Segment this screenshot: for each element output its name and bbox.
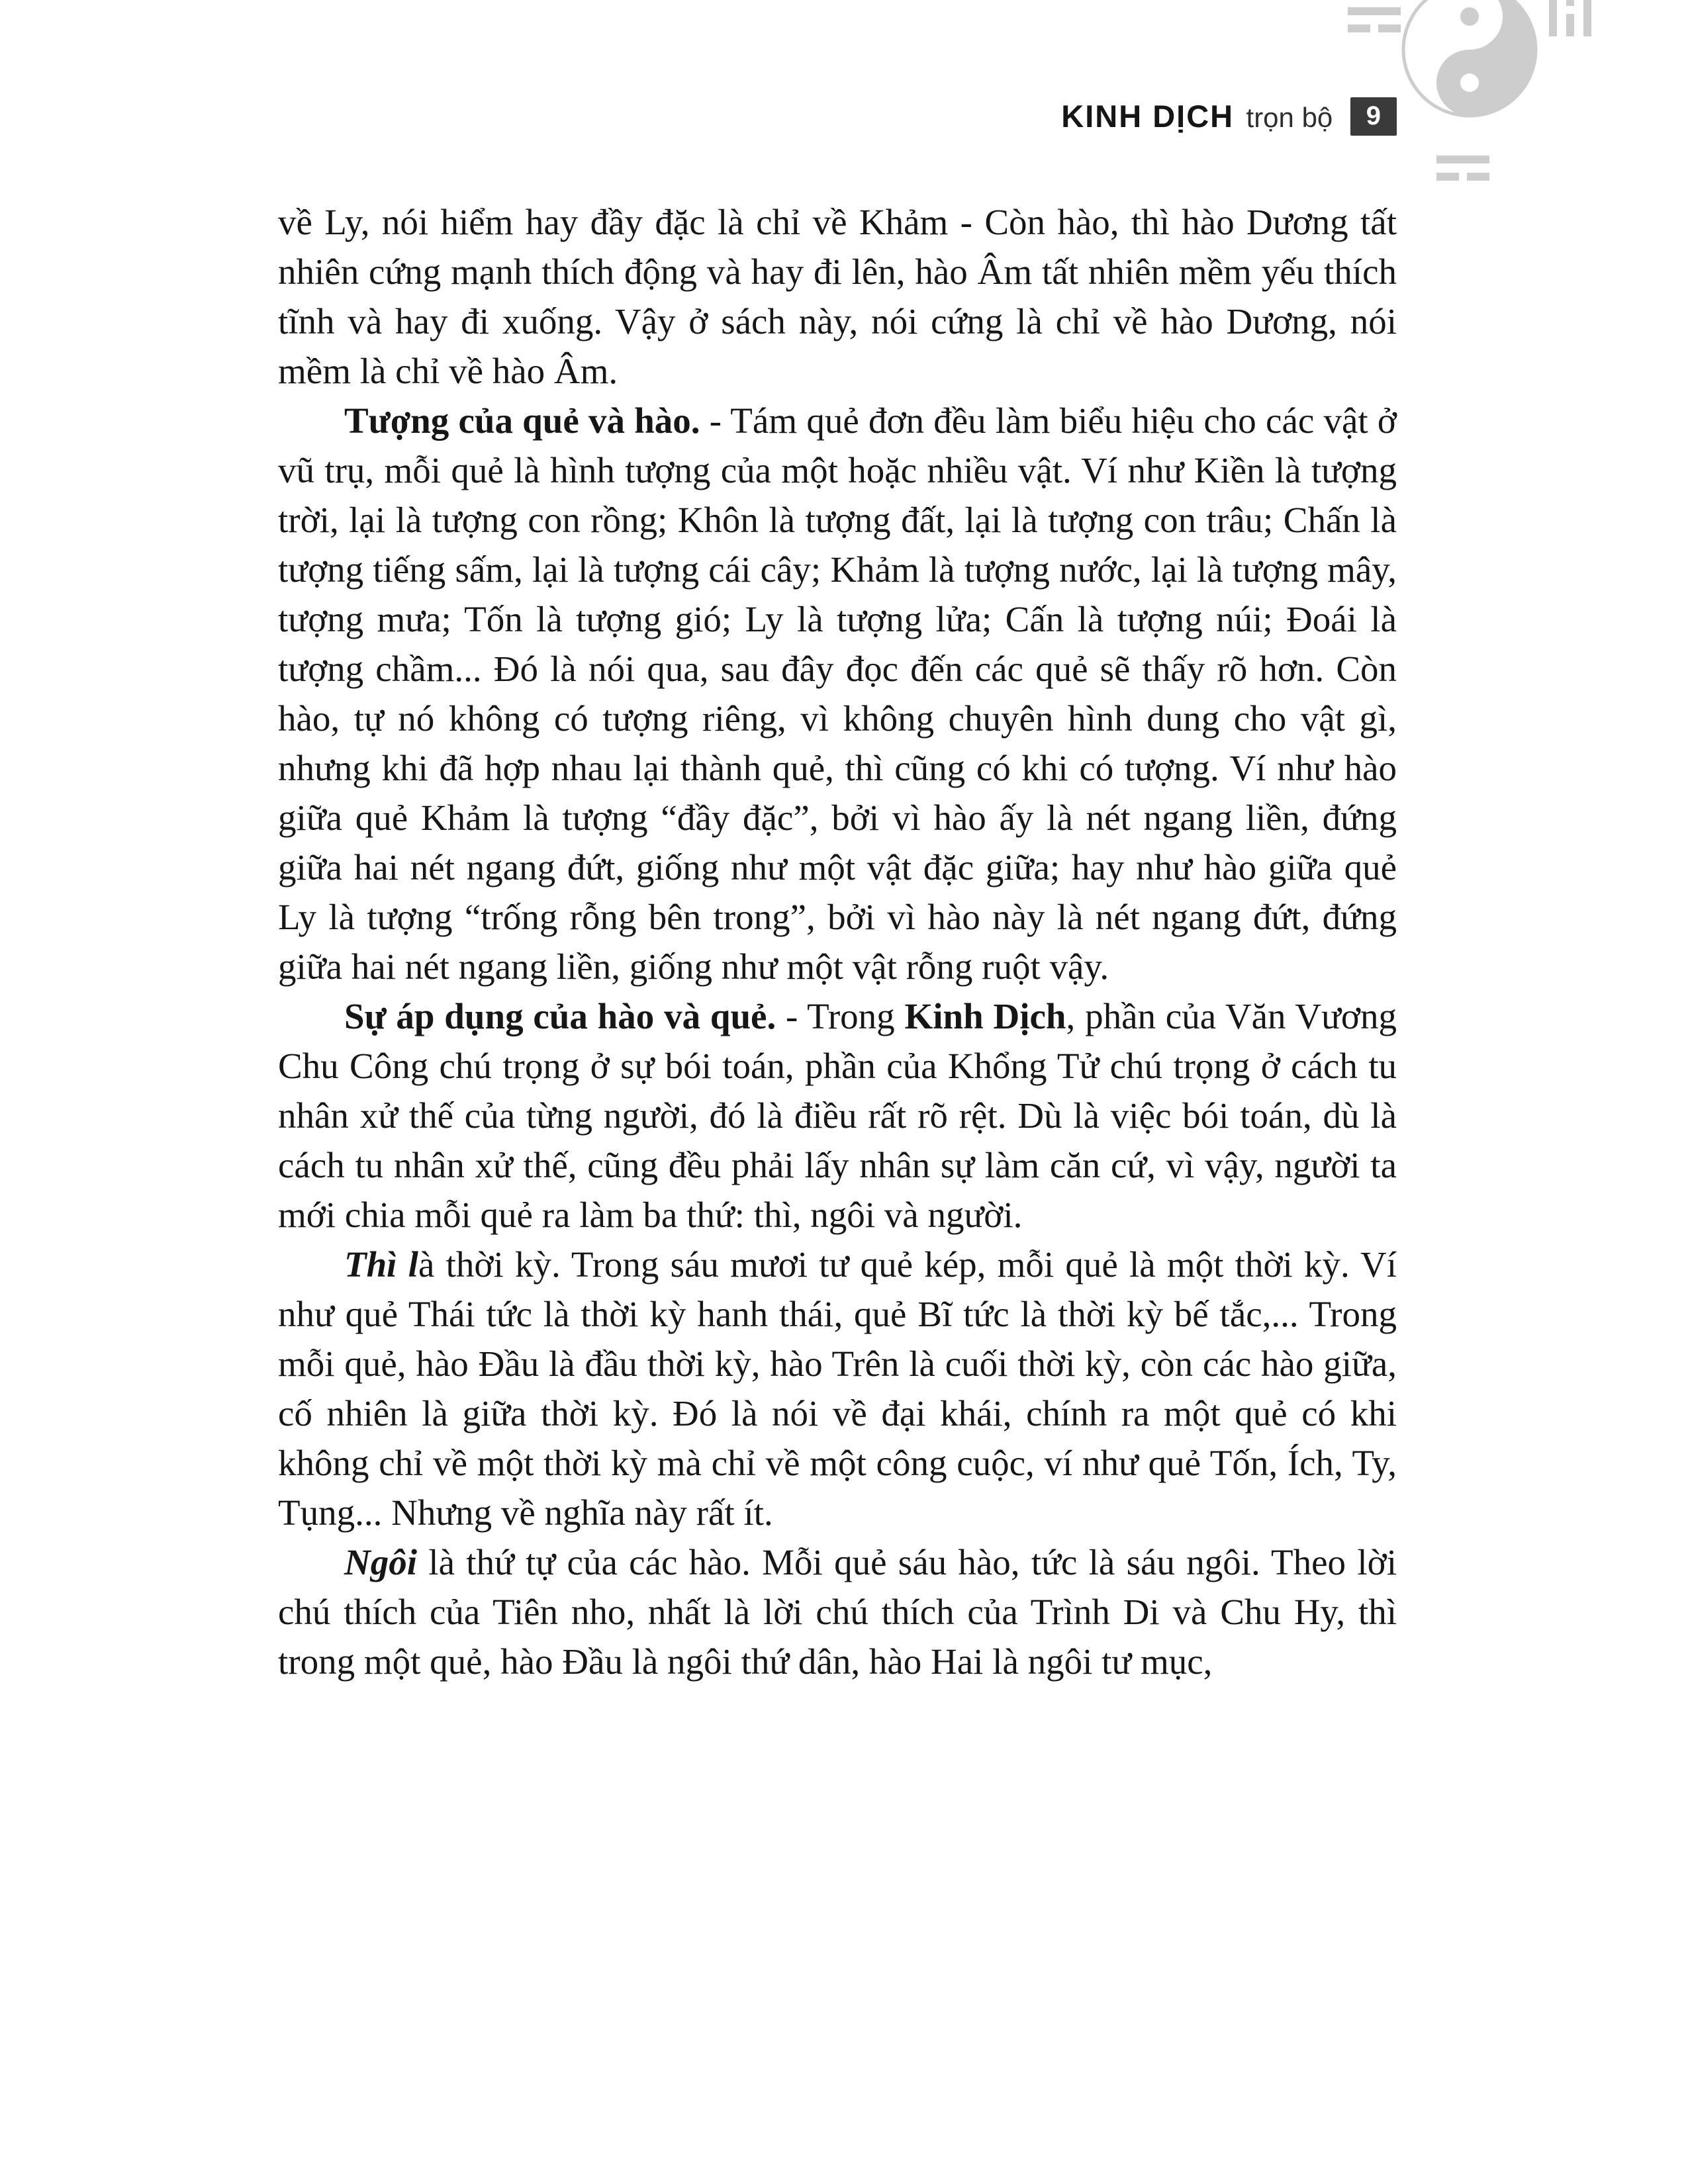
paragraph-text: về Ly, nói hiểm hay đầy đặc là chỉ về Khảm - Còn hào, thì hào Dương tất nhiên cứng mạnh thích động và hay đi lên, hào Âm tất nhiên mềm yếu thích tĩnh và hay đi xuống. Vậy ở sách này, nói cứng là chỉ về hào Dương, nói mềm là chỉ về hào Âm. — [278, 202, 1397, 391]
body-text — [278, 197, 1397, 1686]
paragraph-lead: Ngôi — [344, 1542, 417, 1582]
paragraph-lead: Tượng của quẻ và hào. — [344, 400, 700, 441]
paragraph-tuong-cua-que-va-hao — [278, 396, 1397, 991]
paragraph-text: , phần của Văn Vương Chu Công chú trọng ở sự bói toán, phần của Khổng Tử chú trọng ở cách tu nhân xử thế của từng người, đó là điều rất rõ rệt. Dù là việc bói toán, dù là cách tu nhân xử thế, cũng đều phải lấy nhân sự làm căn cứ, vì vậy, người ta mới chia mỗi quẻ ra làm ba thứ: thì, ngôi và người. — [278, 996, 1397, 1235]
paragraph-ngoi — [278, 1537, 1397, 1686]
paragraph-lead: Sự áp dụng của hào và quẻ. — [344, 996, 776, 1036]
paragraph-text: là thứ tự của các hào. Mỗi quẻ sáu hào, tức là sáu ngôi. Theo lời chú thích của Tiên nho, nhất là lời chú thích của Trình Di và Chu Hy, thì trong một quẻ, hào Đầu là ngôi thứ dân, hào Hai là ngôi tư mục, — [278, 1542, 1397, 1682]
paragraph-text: - Trong — [776, 996, 905, 1036]
paragraph-text: à thời kỳ. Trong sáu mươi tư quẻ kép, mỗi quẻ là một thời kỳ. Ví như quẻ Thái tức là thời kỳ hanh thái, quẻ Bĩ tức là thời kỳ bế tắc,... Trong mỗi quẻ, hào Đầu là đầu thời kỳ, hào Trên là cuối thời kỳ, còn các hào giữa, cố nhiên là giữa thời kỳ. Đó là nói về đại khái, chính ra một quẻ có khi không chỉ về một thời kỳ mà chỉ về một công cuộc, ví như quẻ Tốn, Ích, Ty, Tụng... Nhưng về nghĩa này rất ít. — [278, 1244, 1397, 1533]
trigram-left-icon — [1348, 0, 1401, 32]
page-number-badge: 9 — [1350, 97, 1397, 136]
trigram-bottom-icon — [1436, 156, 1489, 181]
trigram-right-icon — [1549, 0, 1591, 36]
paragraph-thi — [278, 1240, 1397, 1537]
paragraph-text: - Tám quẻ đơn đều làm biểu hiệu cho các vật ở vũ trụ, mỗi quẻ là hình tượng của một hoặc nhiều vật. Ví như Kiền là tượng trời, lại là tượng con rồng; Khôn là tượng đất, lại là tượng con trâu; Chấn là tượng tiếng sấm, lại là tượng cái cây; Khảm là tượng nước, lại là tượng mây, tượng mưa; Tốn là tượng gió; Ly là tượng lửa; Cấn là tượng núi; Đoái là tượng chầm... Đó là nói qua, sau đây đọc đến các quẻ sẽ thấy rõ hơn. Còn hào, tự nó không có tượng riêng, vì không chuyên hình dung cho vật gì, nhưng khi đã hợp nhau lại thành quẻ, thì cũng có khi có tượng. Ví như hào giữa quẻ Khảm là tượng “đầy đặc”, bởi vì hào ấy là nét ngang liền, đứng giữa hai nét ngang đứt, giống như một vật đặc giữa; hay như hào giữa quẻ Ly là tượng “trống rỗng bên trong”, bởi vì hào này là nét ngang đứt, đứng giữa hai nét ngang liền, giống như một vật rỗng ruột vậy. — [278, 400, 1397, 987]
book-title: KINH DỊCH — [1061, 99, 1235, 134]
page-header — [278, 98, 1397, 138]
paragraph-su-ap-dung — [278, 991, 1397, 1240]
book-subtitle: trọn bộ — [1246, 102, 1333, 133]
paragraph-continuation — [278, 197, 1397, 396]
paragraph-lead: Thì l — [344, 1244, 418, 1285]
inline-bold-kinh-dich: Kinh Dịch — [904, 996, 1066, 1036]
